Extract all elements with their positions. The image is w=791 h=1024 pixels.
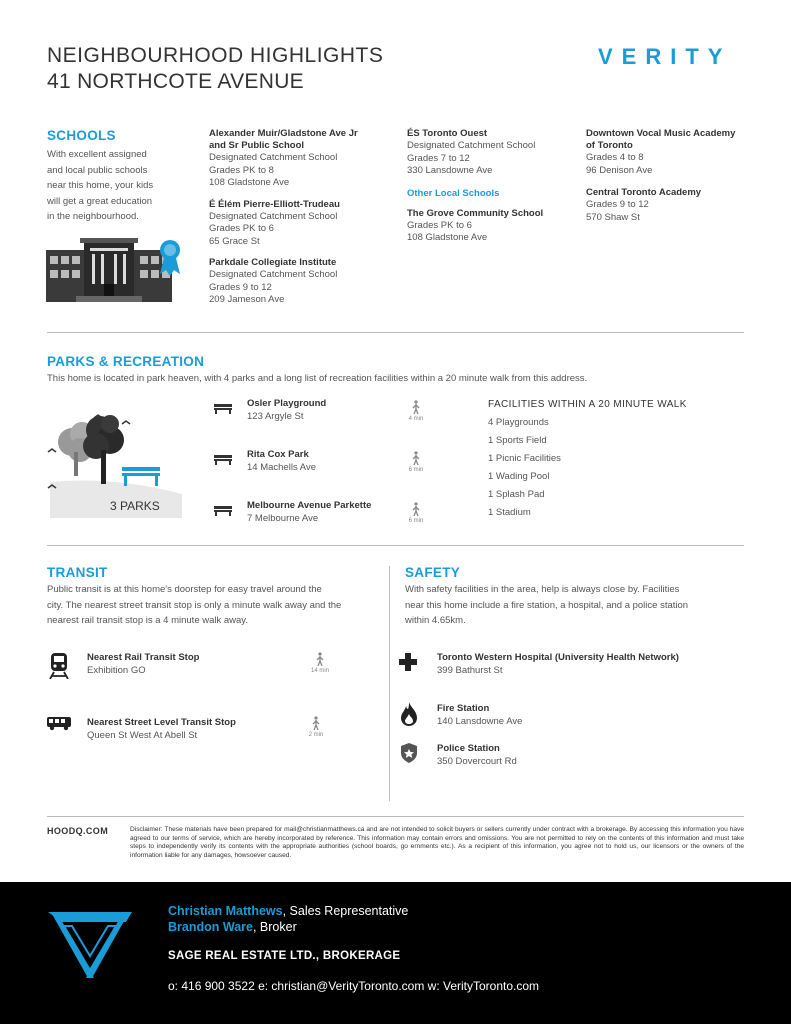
transit-stop-rail <box>47 651 347 691</box>
safety-intro-line: near this home include a fire station, a hospital, and a police station <box>405 599 689 611</box>
facility-item: 1 Stadium <box>488 507 531 518</box>
school-name: Alexander Muir/Gladstone Ave Jr <box>209 128 358 139</box>
school-entry <box>586 187 766 224</box>
disclaimer-text: Disclaimer: These materials have been prepared for mail@christianmatthews.ca and are not intended to solicit buyers or sellers currently under contract with a brokerage. By accessing this information you have agreed to our terms of service, which are hereby incorporated by reference. This information may contain errors and omissions. You are not permitted to rely on the contents of this information and must take steps to independently verify its contents with the appropriate authorities (school boards, go ernments etc.). As a recipient of this information, you agree not to hold us, our licensors or the owners of the information liable for any damages, howsoever caused. <box>130 826 744 859</box>
safety-intro-line: within 4.65km. <box>405 615 466 626</box>
property-address: 41 NORTHCOTE AVENUE <box>47 70 304 93</box>
schools-intro-line: will get a great education <box>47 195 153 207</box>
school-detail: 330 Lansdowne Ave <box>407 165 493 176</box>
school-entry <box>407 128 577 178</box>
train-icon <box>49 653 69 679</box>
transit-stop-name: Nearest Street Level Transit Stop <box>87 717 236 728</box>
bench-icon <box>214 404 232 414</box>
school-name: of Toronto <box>586 140 633 151</box>
schools-title: SCHOOLS <box>47 128 116 143</box>
park-name: Osler Playground <box>247 398 327 409</box>
park-item <box>214 500 474 540</box>
facilities-title: FACILITIES WITHIN A 20 MINUTE WALK <box>488 399 687 410</box>
agent-2-name: Brandon Ware <box>168 920 253 934</box>
school-detail: Grades 4 to 8 <box>586 152 644 163</box>
police-badge-icon <box>401 743 417 763</box>
bench-icon <box>214 455 232 465</box>
school-detail: 96 Denison Ave <box>586 164 653 176</box>
school-building-icon <box>46 238 186 304</box>
bench-icon <box>214 506 232 516</box>
transit-stop-street <box>47 716 347 746</box>
agent-1-name: Christian Matthews <box>168 904 283 918</box>
parks-intro: This home is located in park heaven, with 4 parks and a long list of recreation facilities within a 20 minute walk from this address. <box>47 373 588 384</box>
parks-count-label: 3 PARKS <box>110 499 160 513</box>
walk-time-label: 6 min <box>408 518 424 524</box>
agent-1 <box>168 904 408 918</box>
flame-icon <box>401 702 417 726</box>
safety-item <box>399 651 749 681</box>
safety-intro <box>405 582 745 629</box>
park-item <box>214 449 474 500</box>
school-name: The Grove Community School <box>407 207 544 219</box>
facility-item: 4 Playgrounds <box>488 417 549 428</box>
school-name: Parkdale Collegiate Institute <box>209 257 337 268</box>
school-detail: Grades 9 to 12 <box>586 199 649 210</box>
park-address: 123 Argyle St <box>247 411 304 422</box>
facilities-list <box>488 399 748 522</box>
school-detail: Designated Catchment School <box>209 210 338 222</box>
walk-time <box>401 400 431 422</box>
transit-intro-line: Public transit is at this home's doorstep for easy travel around the <box>47 584 322 595</box>
school-detail: 108 Gladstone Ave <box>209 177 290 188</box>
schools-intro-line: and local public schools <box>47 164 148 176</box>
school-column-2 <box>407 128 577 245</box>
school-detail: Grades 7 to 12 <box>407 152 470 164</box>
walking-person-icon <box>312 716 320 730</box>
school-detail: 65 Grace St <box>209 235 260 247</box>
section-divider <box>47 816 744 817</box>
transit-stop-detail: Queen St West At Abell St <box>87 730 198 741</box>
walking-person-icon <box>412 400 420 414</box>
walking-person-icon <box>412 502 420 516</box>
brand-logo: VERITY <box>598 44 732 69</box>
walk-time <box>301 716 331 738</box>
safety-item-name: Police Station <box>437 743 500 754</box>
park-list <box>214 398 474 540</box>
school-detail: 209 Jameson Ave <box>209 294 285 305</box>
safety-item-address: 140 Lansdowne Ave <box>437 716 523 727</box>
school-detail: 108 Gladstone Ave <box>407 232 488 243</box>
school-name: ÉS Toronto Ouest <box>407 128 488 139</box>
walk-time-label: 6 min <box>408 467 424 473</box>
school-name: and Sr Public School <box>209 140 305 151</box>
walk-time <box>305 652 335 674</box>
walk-time <box>401 502 431 524</box>
walk-time-label: 4 min <box>408 416 424 422</box>
safety-item <box>399 742 749 772</box>
transit-title: TRANSIT <box>47 565 108 580</box>
other-schools-label: Other Local Schools <box>407 187 500 199</box>
safety-item-name: Toronto Western Hospital (University Health Network) <box>437 652 679 663</box>
school-column-3 <box>586 128 766 224</box>
school-detail: Designated Catchment School <box>407 140 536 151</box>
parks-title: PARKS & RECREATION <box>47 354 205 369</box>
school-detail: 570 Shaw St <box>586 211 640 223</box>
school-entry <box>209 199 399 249</box>
school-name: Central Toronto Academy <box>586 187 702 198</box>
walk-time-label: 14 min <box>310 668 329 674</box>
agent-2 <box>168 920 297 934</box>
school-detail: Grades PK to 8 <box>209 164 274 176</box>
schools-intro-line: in the neighbourhood. <box>47 211 139 222</box>
park-name: Melbourne Avenue Parkette <box>247 500 372 511</box>
walking-person-icon <box>316 652 324 666</box>
safety-item-address: 399 Bathurst St <box>437 665 503 676</box>
school-column-1 <box>209 128 399 307</box>
safety-intro-line: With safety facilities in the area, help is always close by. Facilities <box>405 584 680 595</box>
contact-info: o: 416 900 3522 e: christian@VerityToronto.com w: VerityToronto.com <box>168 979 540 993</box>
column-divider <box>389 566 390 801</box>
facility-item: 1 Splash Pad <box>488 489 545 500</box>
schools-intro <box>47 147 197 225</box>
transit-stop-name: Nearest Rail Transit Stop <box>87 652 200 663</box>
safety-item-address: 350 Dovercourt Rd <box>437 756 517 767</box>
facility-item: 1 Sports Field <box>488 435 547 446</box>
school-entry <box>586 128 766 177</box>
bus-icon <box>47 717 71 731</box>
transit-intro <box>47 582 387 629</box>
school-detail: Grades 9 to 12 <box>209 281 272 293</box>
school-name: Downtown Vocal Music Academy <box>586 128 736 139</box>
facility-item: 1 Wading Pool <box>488 471 550 482</box>
verity-v-logo <box>48 912 132 980</box>
school-entry <box>209 128 399 190</box>
walk-time <box>401 451 431 473</box>
school-detail: Designated Catchment School <box>209 269 338 280</box>
safety-title: SAFETY <box>405 565 461 580</box>
source-label: HOODQ.COM <box>47 826 109 836</box>
agent-footer <box>0 882 791 1024</box>
school-detail: Grades PK to 6 <box>209 223 274 234</box>
school-entry <box>209 257 399 307</box>
schools-intro-line: With excellent assigned <box>47 149 147 160</box>
school-name: É Élém Pierre-Elliott-Trudeau <box>209 198 340 210</box>
safety-item-name: Fire Station <box>437 703 490 714</box>
agent-1-role: , Sales Representative <box>282 904 409 918</box>
transit-intro-line: nearest rail transit stop is a 4 minute walk away. <box>47 615 248 626</box>
hospital-cross-icon <box>399 653 417 671</box>
page-title: NEIGHBOURHOOD HIGHLIGHTS <box>47 44 384 67</box>
park-item <box>214 398 474 449</box>
section-divider <box>47 545 744 546</box>
schools-intro-line: near this home, your kids <box>47 180 154 191</box>
walk-time-label: 2 min <box>308 732 324 738</box>
transit-intro-line: city. The nearest street transit stop is only a minute walk away and the <box>47 599 342 611</box>
school-entry <box>407 208 577 245</box>
park-address: 14 Machells Ave <box>247 462 317 473</box>
brokerage-name: SAGE REAL ESTATE LTD., BROKERAGE <box>168 950 401 962</box>
school-detail: Grades PK to 6 <box>407 219 472 231</box>
section-divider <box>47 332 744 333</box>
facility-item: 1 Picnic Facilities <box>488 453 561 464</box>
agent-2-role: , Broker <box>252 920 297 934</box>
safety-item <box>399 702 749 732</box>
transit-stop-detail: Exhibition GO <box>87 665 146 676</box>
walking-person-icon <box>412 451 420 465</box>
school-detail: Designated Catchment School <box>209 152 338 163</box>
park-address: 7 Melbourne Ave <box>247 513 319 524</box>
park-name: Rita Cox Park <box>247 449 309 460</box>
